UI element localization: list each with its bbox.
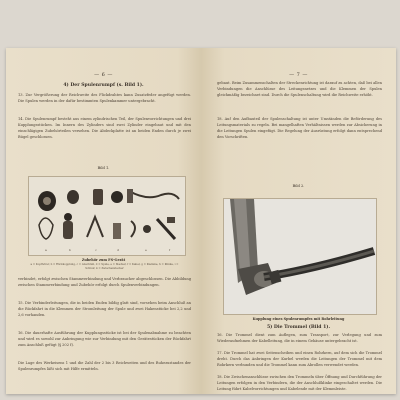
paragraph: 18. Auf den Aufbauteil der Spulenschaltung ist unter Umständen die Beförderung des Leitungsmaterials zu regeln. Bei mangelhaften Verhältnissen werden zur Absicherung in die Leitungen Spulen eingefügt. Die Regelung der Ausrüstung erfolgt dann entsprechend den Vorschriften. (217, 117, 382, 139)
figure-label: Bild 2. (292, 184, 305, 188)
svg-text:a: a (45, 248, 47, 252)
right-page (201, 48, 396, 394)
paragraph: 14. Die Spulenrumpf besteht aus einem zylindrischen Teil, der Spulenvorrichtungen und drei Kupplungsstücken. Im Innern des Zylinders sind zwei Zylinder eingebaut und mit den einschlägigen Zubehörteilen versehen. Die Abdeckplatte ist an beiden Enden durch je zwei Bügel geschlossen. (18, 117, 191, 139)
figure-photo-coupling (223, 198, 377, 315)
svg-text:f: f (169, 248, 171, 252)
paragraph: 16. Die Trommel dient zum Auflegen, zum Transport, zur Verlegung und zum Wiederaufnehmen der Kabelleitung, die in einem Gehäuse untergebracht ist. (217, 333, 382, 343)
paragraph: 13. Zur Vergrößerung der Reichweite des Flickdrahtes kann Zusatzfeder angefügt werden. Die Spulen werden in der dafür bestimmten Spulenkammer untergebracht. (18, 93, 191, 103)
svg-text:e: e (145, 248, 147, 252)
left-page (6, 48, 201, 394)
paragraph: 15. Die Verbinderleitungen, die in beiden Enden bildig glatt sind, vorsehen beim Anschluß an die Rückfahrt in die Klemmen der Stromleitung der Spule und zwei Hakenstücke bei 2,2 und 2,6 vorhanden. (18, 301, 191, 317)
paragraph: 17. Die Trommel hat zwei Seitenscheiben und einen Rohrkern, auf dem sich die Trommel dreht. Durch das Anbringen der Kurbel werden die Leitungen der Trommel mit dem Rohrkern verbunden und die Trommel kann zum Abrollen verwendet werden. (217, 351, 382, 367)
section-heading-spulenrumpf: 4) Der Spulenrumpf (s. Bild 1). (63, 83, 144, 88)
page-number-left: — 6 — (94, 72, 113, 78)
figure-legend: a = Kopfhörer, b = Rückkopplung, c = Anschluß, d = Spule, e = Stecker, f = Kabel, g = Klemme, h = Klinke, i = Schnur, k = Zwischenstecker (30, 263, 179, 270)
paragraph: 18. Die Zwischenanschlüsse zwischen den Trommeln über Öffnung und Durchführung der Leitungen erfolgen in den Verbindern, die der Anschlußklinke eingeschaltet werden. Die Leitung führt Kabelvorrichtungen und Kabelende mit der Klemmleiste. (217, 375, 382, 391)
figure-caption: Zubehör zum FS-Gerät (81, 258, 126, 262)
paragraph: Die Lage des Werkeisens 1 und die Zahl der 2 bis 3 Reichweiten und des Ruhezustandes der Spulenrumpfes läßt sich mit Hilfe ermitteln. (18, 361, 191, 371)
section-heading-trommel: 5) Die Trommel (Bild 1). (266, 325, 331, 330)
book-spread (6, 48, 396, 394)
figure-caption: Kupplung eines Spulenrumpfes mit Rohrleitung (252, 317, 345, 321)
svg-text:b: b (69, 248, 71, 252)
figure-photo-accessories (28, 176, 186, 256)
paragraph: verbindet, erfolgt zwischen Stammverbindung und Verbraucher abgeschlossen. Die Abbildung zwischen Stammverbindung und Zubehör erfolgt durch Spulenverbindungen. (18, 277, 191, 287)
svg-text:d: d (117, 248, 119, 252)
page-number-right: — 7 — (289, 72, 308, 78)
svg-text:c: c (95, 248, 97, 252)
paragraph: gebaut. Beim Zusammenschalten der Streckenrichtung ist darauf zu achten, daß bei allen Verbindungen die Anschlüsse des Leitungsnetzes und die Klemmen der Spulen gleichmäßig bezeichnet sind. Durch die Spulenschaltung wird die Reichweite erhöht. (217, 81, 382, 97)
figure-label: Bild 1. (97, 166, 110, 170)
paragraph: 16. Die dauerhafte Ausführung der Kupplungsstücke ist bei der Spulenabnahme zu beachten und wird es sowohl zur Anbringung wie zur Verbindung mit den Gerätestücken der Rückfahrt zum Anschluß gefügt (§ 202 f). (18, 331, 191, 347)
